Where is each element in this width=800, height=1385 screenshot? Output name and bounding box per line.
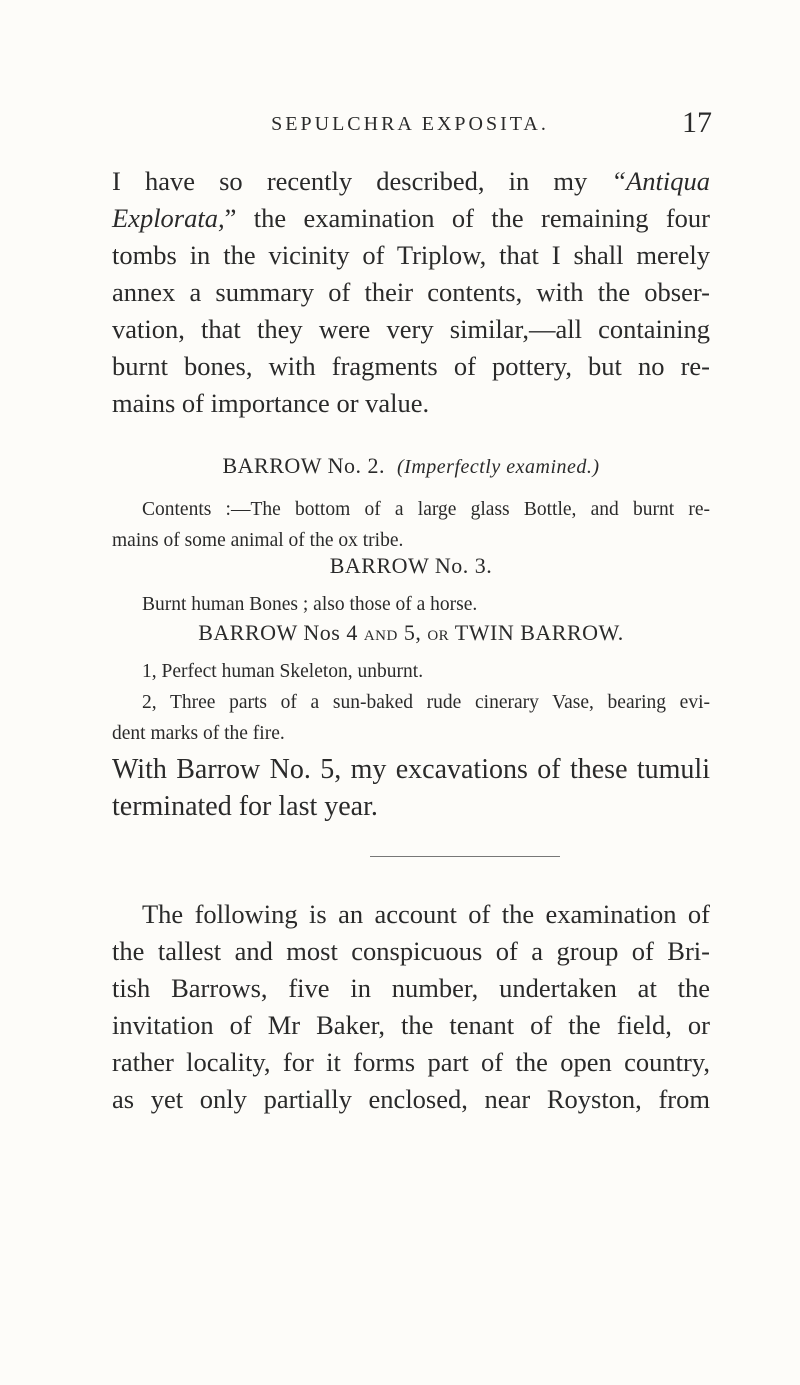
- text-line: the tallest and most conspicuous of a group of Bri-: [112, 936, 710, 966]
- text-line: tombs in the vicinity of Triplow, that I shall merely: [112, 240, 710, 270]
- text-line: mains of some animal of the ox tribe.: [112, 530, 404, 551]
- text-line: mains of importance or value.: [112, 388, 430, 418]
- text-line: burnt bones, with fragments of pottery, but no re-: [112, 351, 710, 381]
- page-number: 17: [682, 106, 712, 139]
- barrow-4-5-heading: [112, 620, 710, 646]
- barrow-2-note: (Imperfectly examined.): [397, 456, 600, 478]
- text-line: vation, that they were very similar,—all containing: [112, 314, 710, 344]
- text-line: dent marks of the fire.: [112, 723, 285, 744]
- text-line: The following is an account of the examination of: [142, 899, 710, 929]
- barrow-2-contents: [112, 494, 710, 556]
- text-line: tish Barrows, five in number, undertaken at the: [112, 973, 710, 1003]
- heading-twin: TWIN BARROW.: [454, 620, 624, 645]
- text-line: With Barrow No. 5, my excavations of these tumuli: [112, 754, 710, 785]
- paragraph-excavations-end: [112, 751, 710, 825]
- text-line: Explorata,” the examination of the remaining four: [112, 203, 710, 233]
- heading-and: and: [363, 620, 398, 645]
- paragraph-triplow-summary: [112, 163, 710, 422]
- text-line: invitation of Mr Baker, the tenant of the field, or: [112, 1010, 710, 1040]
- text-line: I have so recently described, in my “Antiqua: [112, 166, 710, 196]
- text-line: Contents :—The bottom of a large glass Bottle, and burnt re-: [142, 499, 710, 520]
- running-head: [110, 106, 712, 142]
- text-line: rather locality, for it forms part of the open country,: [112, 1047, 710, 1077]
- barrow-2-heading: [112, 453, 710, 479]
- section-divider: [370, 856, 560, 857]
- text-line: annex a summary of their contents, with the obser-: [112, 277, 710, 307]
- text-line: as yet only partially enclosed, near Royston, from: [112, 1084, 710, 1114]
- paragraph-british-barrows: [112, 896, 710, 1118]
- text-line: terminated for last year.: [112, 791, 378, 822]
- barrow-4-5-item-1: 1, Perfect human Skeleton, unburnt.: [142, 661, 424, 682]
- barrow-4-5-title: BARROW Nos 4: [198, 620, 358, 645]
- text-line: 2, Three parts of a sun-baked rude cinerary Vase, bearing evi-: [142, 692, 710, 713]
- barrow-4-5-item-2: [112, 687, 710, 749]
- running-title: SEPULCHRA EXPOSITA.: [271, 113, 549, 135]
- barrow-2-title: BARROW No. 2.: [222, 453, 386, 478]
- barrow-3-contents: Burnt human Bones ; also those of a horse.: [142, 594, 478, 615]
- heading-or: or: [427, 620, 450, 645]
- barrow-3-heading: BARROW No. 3.: [329, 553, 493, 578]
- heading-five: 5,: [403, 620, 422, 645]
